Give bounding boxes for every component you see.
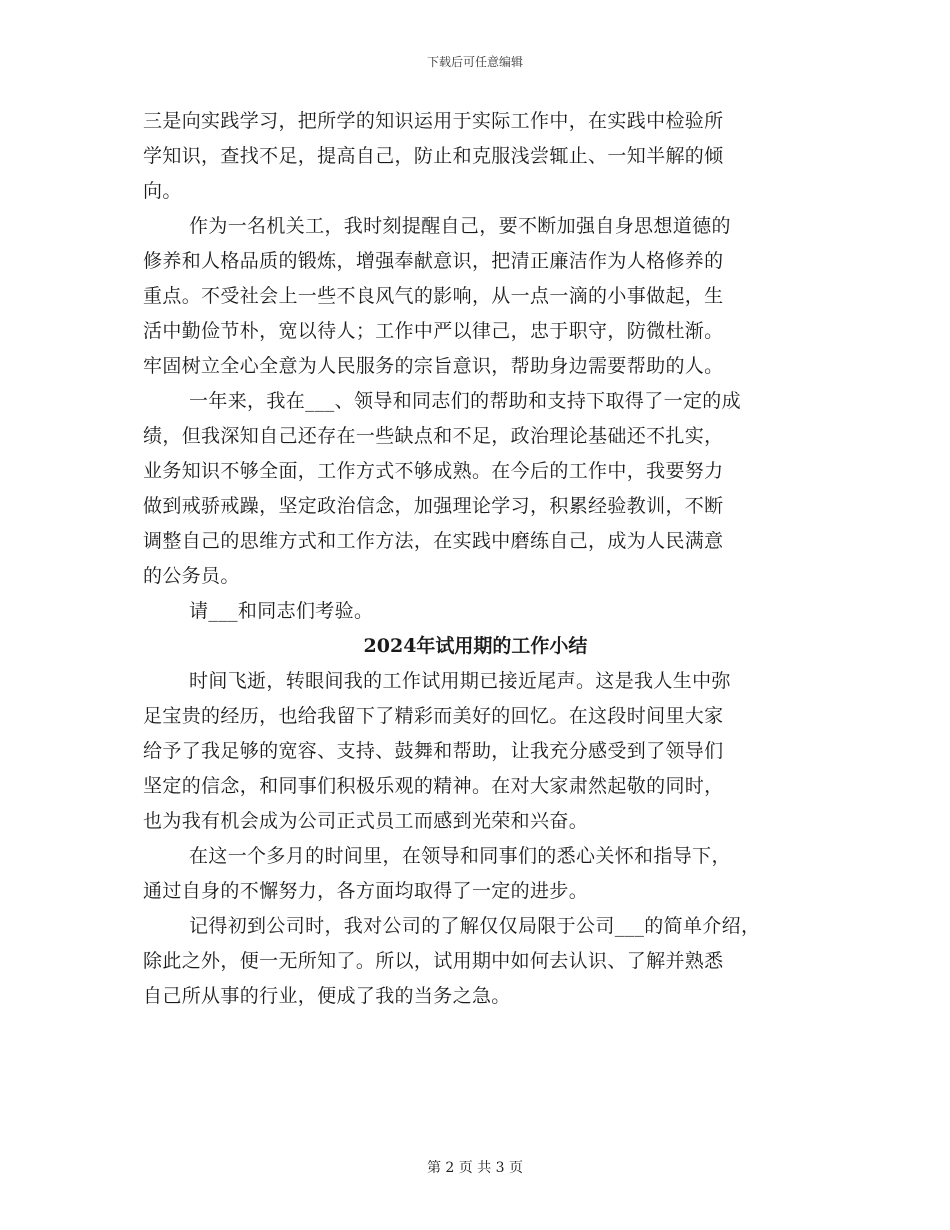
body-line: 活中勤俭节朴，宽以待人；工作中严以律己，忠于职守，防微杜渐。 <box>143 320 724 342</box>
body-line: 自己所从事的行业，便成了我的当务之急。 <box>143 985 511 1007</box>
paragraph-start-line: 一年来，我在___、领导和同志们的帮助和支持下取得了一定的成 <box>189 390 742 412</box>
body-line: 三是向实践学习，把所学的知识运用于实际工作中，在实践中检验所 <box>143 110 724 132</box>
body-line: 也为我有机会成为公司正式员工而感到光荣和兴奋。 <box>143 810 589 832</box>
body-line: 学知识，查找不足，提高自己，防止和克服浅尝辄止、一知半解的倾 <box>143 145 724 167</box>
body-line: 通过自身的不懈努力，各方面均取得了一定的进步。 <box>143 880 589 902</box>
paragraph-start-line: 时间飞逝，转眼间我的工作试用期已接近尾声。这是我人生中弥 <box>189 670 731 692</box>
body-line: 坚定的信念，和同事们积极乐观的精神。在对大家肃然起敬的同时， <box>143 775 724 797</box>
body-line: 牢固树立全心全意为人民服务的宗旨意识，帮助身边需要帮助的人。 <box>143 355 724 377</box>
body-line: 做到戒骄戒躁，坚定政治信念，加强理论学习，积累经验教训，不断 <box>143 495 724 517</box>
paragraph-start-line: 作为一名机关工，我时刻提醒自己，要不断加强自身思想道德的 <box>189 215 731 237</box>
paragraph-start-line: 请___和同志们考验。 <box>189 600 374 622</box>
paragraph-start-line: 在这一个多月的时间里，在领导和同事们的悉心关怀和指导下， <box>189 845 731 867</box>
section-title: 2024年试用期的工作小结 <box>363 635 588 657</box>
body-line: 向。 <box>143 180 182 202</box>
body-line: 给予了我足够的宽容、支持、鼓舞和帮助，让我充分感受到了领导们 <box>143 740 724 762</box>
document-body <box>143 104 808 1014</box>
body-line: 除此之外，便一无所知了。所以，试用期中如何去认识、了解并熟悉 <box>143 950 724 972</box>
page-number-footer: 第 2 页 共 3 页 <box>426 1160 524 1176</box>
body-line: 业务知识不够全面，工作方式不够成熟。在今后的工作中，我要努力 <box>143 460 724 482</box>
body-line: 调整自己的思维方式和工作方法，在实践中磨练自己，成为人民满意 <box>143 530 724 552</box>
paragraph-start-line: 记得初到公司时，我对公司的了解仅仅局限于公司___的简单介绍， <box>189 915 761 937</box>
body-line: 修养和人格品质的锻炼，增强奉献意识，把清正廉洁作为人格修养的 <box>143 250 724 272</box>
body-line: 绩，但我深知自己还存在一些缺点和不足，政治理论基础还不扎实， <box>143 425 724 447</box>
page-header-note: 下载后可任意编辑 <box>426 55 523 69</box>
body-line: 的公务员。 <box>143 565 240 587</box>
body-line: 足宝贵的经历，也给我留下了精彩而美好的回忆。在这段时间里大家 <box>143 705 724 727</box>
body-line: 重点。不受社会上一些不良风气的影响，从一点一滴的小事做起，生 <box>143 285 724 307</box>
